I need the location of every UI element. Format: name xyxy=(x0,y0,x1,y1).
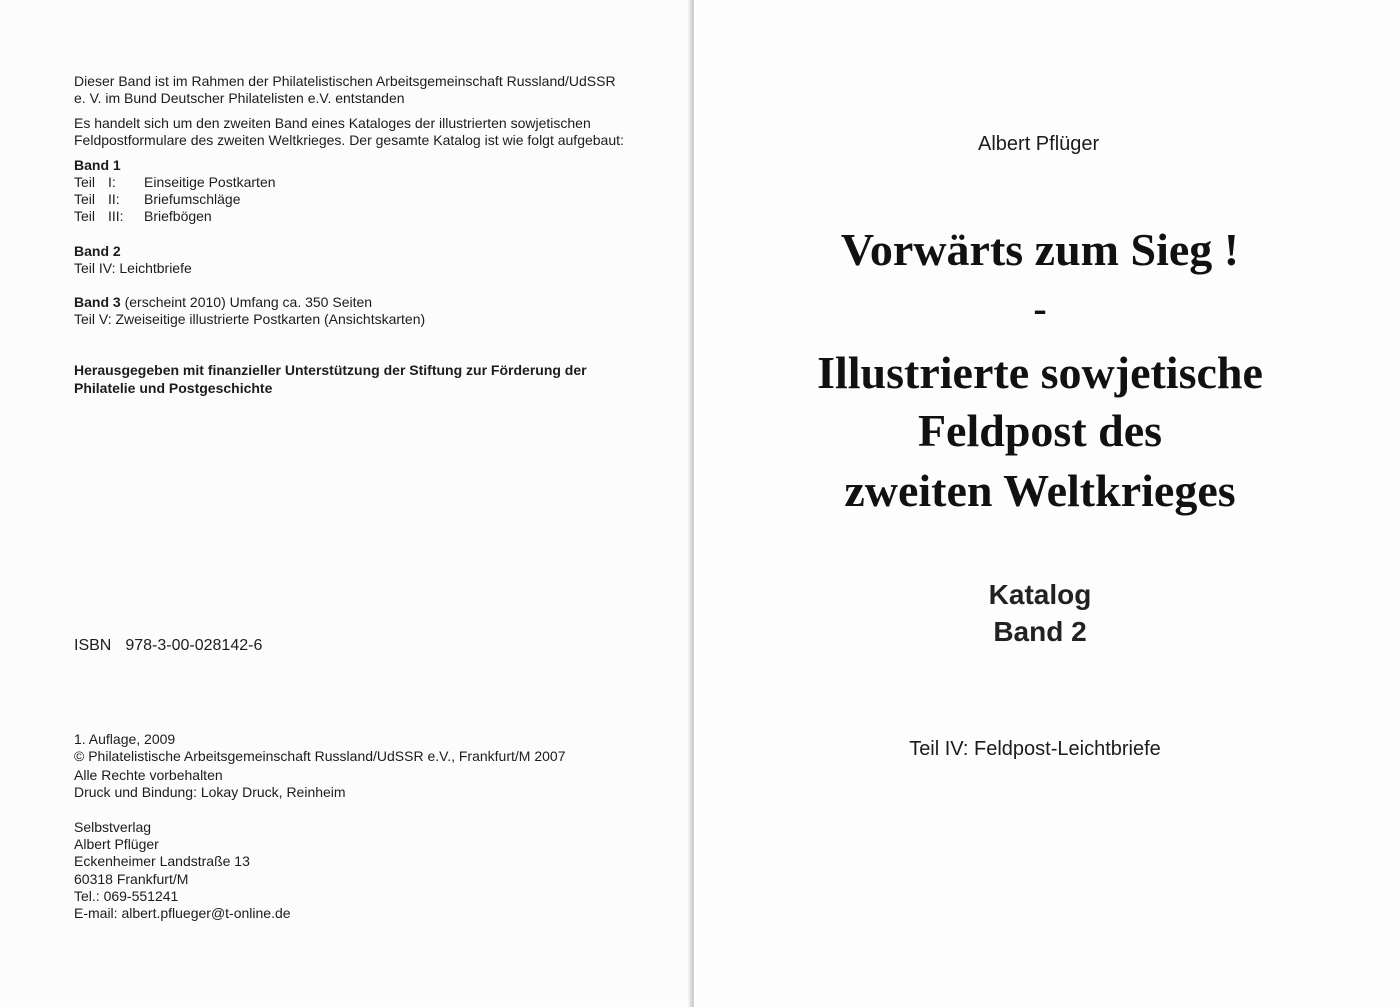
part-num: II: xyxy=(108,191,120,207)
part-teil: Teil xyxy=(74,174,96,190)
funding-line: Herausgegeben mit finanzieller Unterstützung der Stiftung zur Förderung der xyxy=(74,362,587,378)
isbn-number: 978-3-00-028142-6 xyxy=(125,637,263,654)
publisher-city: 60318 Frankfurt/M xyxy=(74,871,189,887)
isbn-label: ISBN xyxy=(74,637,112,654)
part-name: Einseitige Postkarten xyxy=(144,174,276,190)
band3-heading-line xyxy=(74,294,372,311)
band3-line: Teil V: Zweiseitige illustrierte Postkarten (Ansichtskarten) xyxy=(74,311,426,327)
title-line: Feldpost des xyxy=(917,405,1163,456)
part-num: I: xyxy=(108,174,116,190)
part-name: Briefumschläge xyxy=(144,191,241,207)
print-info: Druck und Bindung: Lokay Druck, Reinheim xyxy=(74,784,346,800)
title-line: Illustrierte sowjetische xyxy=(817,347,1263,398)
isbn xyxy=(74,637,262,655)
part-teil: Teil xyxy=(74,208,96,224)
title-main: Vorwärts zum Sieg ! xyxy=(840,224,1240,275)
part-teil: Teil xyxy=(74,191,96,207)
intro-line: Feldpostformulare des zweiten Weltkrieges. Der gesamte Katalog ist wie folgt aufgebaut: xyxy=(74,132,624,148)
part-num: III: xyxy=(108,208,124,224)
band3-heading: Band 3 xyxy=(74,294,121,310)
publisher-tel: Tel.: 069-551241 xyxy=(74,888,179,904)
funding-line: Philatelie und Postgeschichte xyxy=(74,380,273,396)
intro-line: Dieser Band ist im Rahmen der Philatelistischen Arbeitsgemeinschaft Russland/UdSSR xyxy=(74,73,616,89)
publisher-name: Albert Pflüger xyxy=(74,836,159,852)
intro-line: Es handelt sich um den zweiten Band eines Kataloges der illustrierten sowjetischen xyxy=(74,115,591,131)
band1-part xyxy=(74,191,241,208)
title-dash: - xyxy=(1033,286,1047,331)
band2-heading: Band 2 xyxy=(74,243,121,259)
publisher-street: Eckenheimer Landstraße 13 xyxy=(74,853,250,869)
title-line: zweiten Weltkrieges xyxy=(844,465,1236,516)
publisher: Selbstverlag xyxy=(74,819,152,835)
subtitle: Teil IV: Feldpost-Leichtbriefe xyxy=(909,738,1161,760)
band2-line: Teil IV: Leichtbriefe xyxy=(74,260,192,276)
publisher-email: E-mail: albert.pflueger@t-online.de xyxy=(74,905,291,921)
copyright: © Philatelistische Arbeitsgemeinschaft Russland/UdSSR e.V., Frankfurt/M 2007 xyxy=(74,748,566,764)
band1-part xyxy=(74,208,212,225)
band-label: Band 2 xyxy=(993,616,1087,647)
left-page xyxy=(0,0,690,1007)
edition: 1. Auflage, 2009 xyxy=(74,731,176,747)
band3-note: (erscheint 2010) Umfang ca. 350 Seiten xyxy=(120,294,373,310)
intro-line: e. V. im Bund Deutscher Philatelisten e.V. entstanden xyxy=(74,90,405,106)
title-author: Albert Pflüger xyxy=(978,133,1100,155)
band1-heading: Band 1 xyxy=(74,157,121,173)
katalog-label: Katalog xyxy=(988,579,1092,610)
rights: Alle Rechte vorbehalten xyxy=(74,767,223,783)
band1-part xyxy=(74,174,276,191)
part-name: Briefbögen xyxy=(144,208,212,224)
